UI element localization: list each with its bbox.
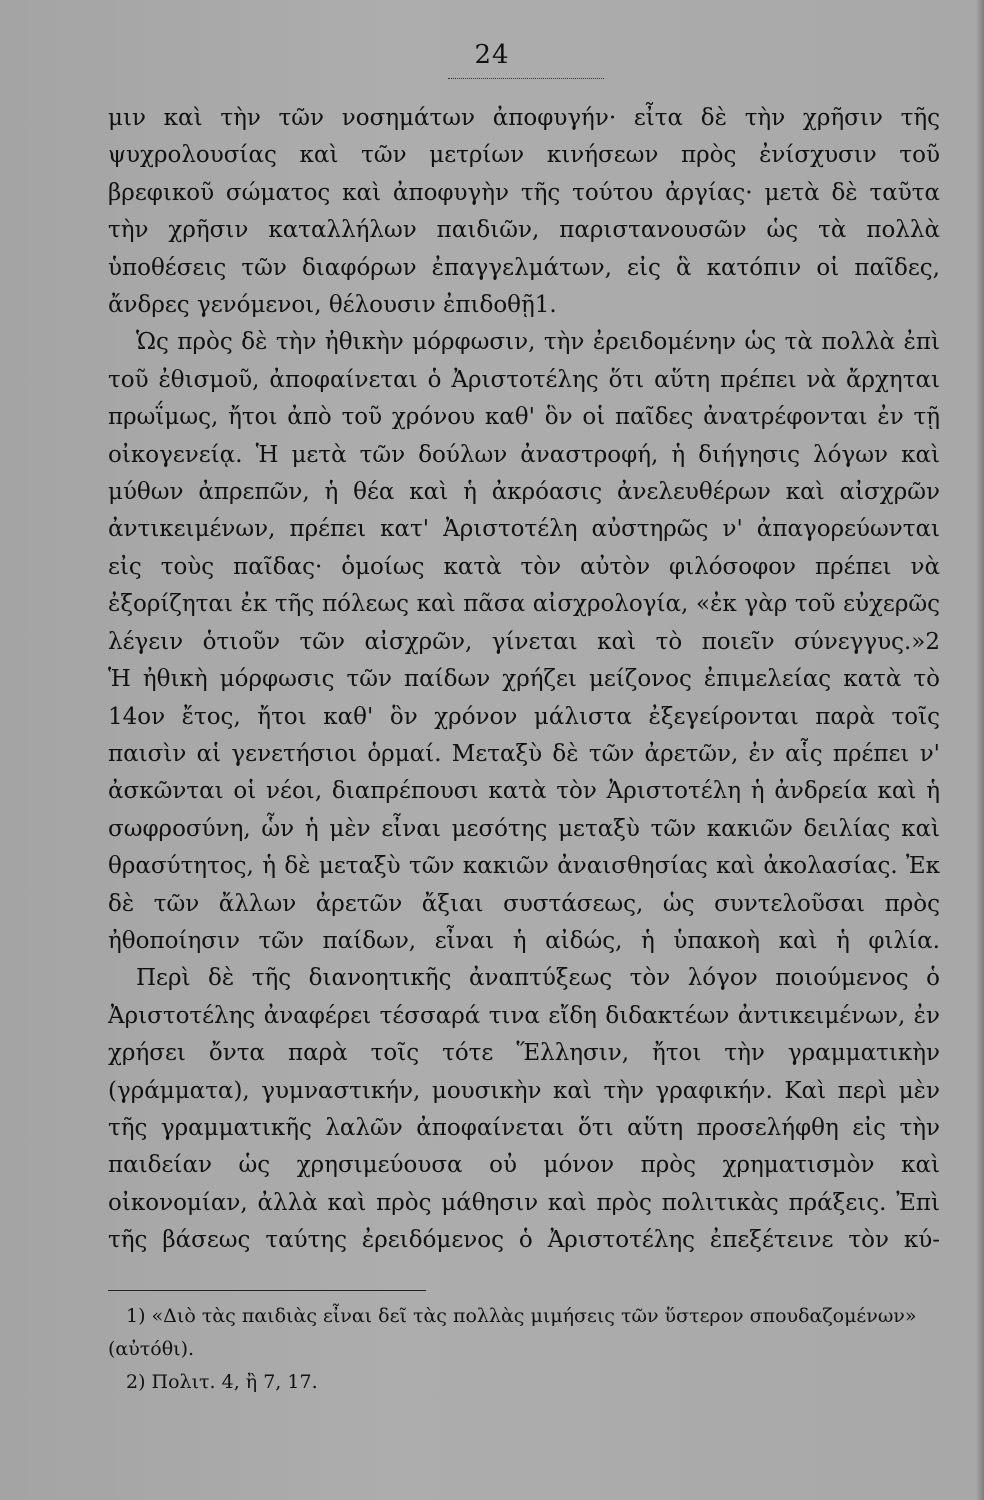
paragraph-moral-formation: Ὡς πρὸς δὲ τὴν ἠθικὴν μόρφωσιν, τὴν ἐρειδομένην ὡς τὰ πολλὰ ἐπὶ τοῦ ἐθισμοῦ, ἀποφαίνεται ὁ Ἀριστοτέλης ὅτι αὕτη πρέπει νὰ ἄρχηται πρωΐμως, ἤτοι ἀπὸ τοῦ χρόνου καθ' ὃν οἱ παῖδες ἀνατρέφονται ἐν τῇ οἰκογενείᾳ. Ἡ μετὰ τῶν δούλων ἀναστροφή, ἡ διήγησις λόγων καὶ μύθων ἀπρεπῶν, ἡ θέα καὶ ἡ ἀκρόασις ἀνελευθέρων καὶ αἰσχρῶν ἀντικειμένων, πρέπει κατ' Ἀριστοτέλη αὐστηρῶς ν' ἀπαγορεύωνται εἰς τοὺς παῖδας· ὁμοίως κατὰ τὸν αὐτὸν φιλόσοφον πρέπει νὰ ἐξορίζηται ἐκ τῆς πόλεως καὶ πᾶσα αἰσχρολογία, «ἐκ γὰρ τοῦ εὐχερῶς λέγειν ὁτιοῦν τῶν αἰσχρῶν, γίνεται καὶ τὸ ποιεῖν σύνεγγυς.»2	[108, 329, 940, 655]
page-edge-shadow	[976, 0, 984, 1500]
paragraph-intellectual-development: Περὶ δὲ τῆς διανοητικῆς ἀναπτύξεως τὸν λόγον ποιούμενος ὁ Ἀριστοτέλης ἀναφέρει τέσσαρά τινα εἴδη διδακτέων ἀντικειμένων, ἐν χρήσει ὄντα παρὰ τοῖς τότε Ἕλλησιν, ἤτοι τὴν γραμματικὴν (γράμματα), γυμναστικήν, μουσικὴν καὶ τὴν γραφικήν. Καὶ περὶ μὲν τῆς γραμματικῆς λαλῶν ἀποφαίνεται ὅτι αὕτη προσελήφθη εἰς τὴν παιδείαν ὡς χρησιμεύουσα οὐ μόνον πρὸς χρηματισμὸν καὶ οἰκονομίαν, ἀλλὰ καὶ πρὸς μάθησιν καὶ πρὸς πολιτικὰς πράξεις. Ἐπὶ τῆς βάσεως ταύτης ἐρειδόμενος ὁ Ἀριστοτέλης ἐπεξέτεινε τὸν κύ-	[108, 965, 940, 1254]
footnotes	[108, 1300, 940, 1399]
footnote-2: 2) Πολιτ. 4, ἢ 7, 17.	[126, 1371, 318, 1393]
body-text	[108, 100, 940, 1260]
footnote-1: 1) «Διὸ τὰς παιδιὰς εἶναι δεῖ τὰς πολλὰς μιμήσεις τῶν ὕστερον σπουδαζομένων» (αὐτόθι).	[108, 1305, 917, 1360]
page-number: 24	[474, 40, 510, 70]
footnote-divider	[108, 1290, 426, 1291]
paragraph-physical-education: μιν καὶ τὴν τῶν νοσημάτων ἀποφυγήν· εἶτα δὲ τὴν χρῆσιν τῆς ψυχρολουσίας καὶ τῶν μετρίων κινήσεων πρὸς ἐνίσχυσιν τοῦ βρεφικοῦ σώματος καὶ ἀποφυγὴν τῆς τούτου ἀργίας· μετὰ δὲ ταῦτα τὴν χρῆσιν καταλλήλων παιδιῶν, παριστανουσῶν ὡς τὰ πολλὰ ὑποθέσεις τῶν διαφόρων ἐπαγγελμάτων, εἰς ἃ κατόπιν οἱ παῖδες, ἄνδρες γενόμενοι, θέλουσιν ἐπιδοθῇ1.	[108, 105, 940, 319]
page-number-rule	[448, 78, 604, 79]
paragraph-virtues: Ἡ ἠθικὴ μόρφωσις τῶν παίδων χρήζει μείζονος ἐπιμελείας κατὰ τὸ 14ον ἔτος, ἤτοι καθ' ὃν χρόνον μάλιστα ἐξεγείρονται παρὰ τοῖς παισὶν αἱ γενετήσιοι ὁρμαί. Μεταξὺ δὲ τῶν ἀρετῶν, ἐν αἷς πρέπει ν' ἀσκῶνται οἱ νέοι, διαπρέπουσι κατὰ τὸν Ἀριστοτέλη ἡ ἀνδρεία καὶ ἡ σωφροσύνη, ὧν ἡ μὲν εἶναι μεσότης μεταξὺ τῶν κακιῶν δειλίας καὶ θρασύτητος, ἡ δὲ μεταξὺ τῶν κακιῶν ἀναισθησίας καὶ ἀκολασίας. Ἐκ δὲ τῶν ἄλλων ἀρετῶν ἄξιαι συστάσεως, ὡς συντελοῦσαι πρὸς ἠθοποίησιν τῶν παίδων, εἶναι ἡ αἰδώς, ἡ ὑπακοὴ καὶ ἡ φιλία.	[108, 666, 940, 954]
